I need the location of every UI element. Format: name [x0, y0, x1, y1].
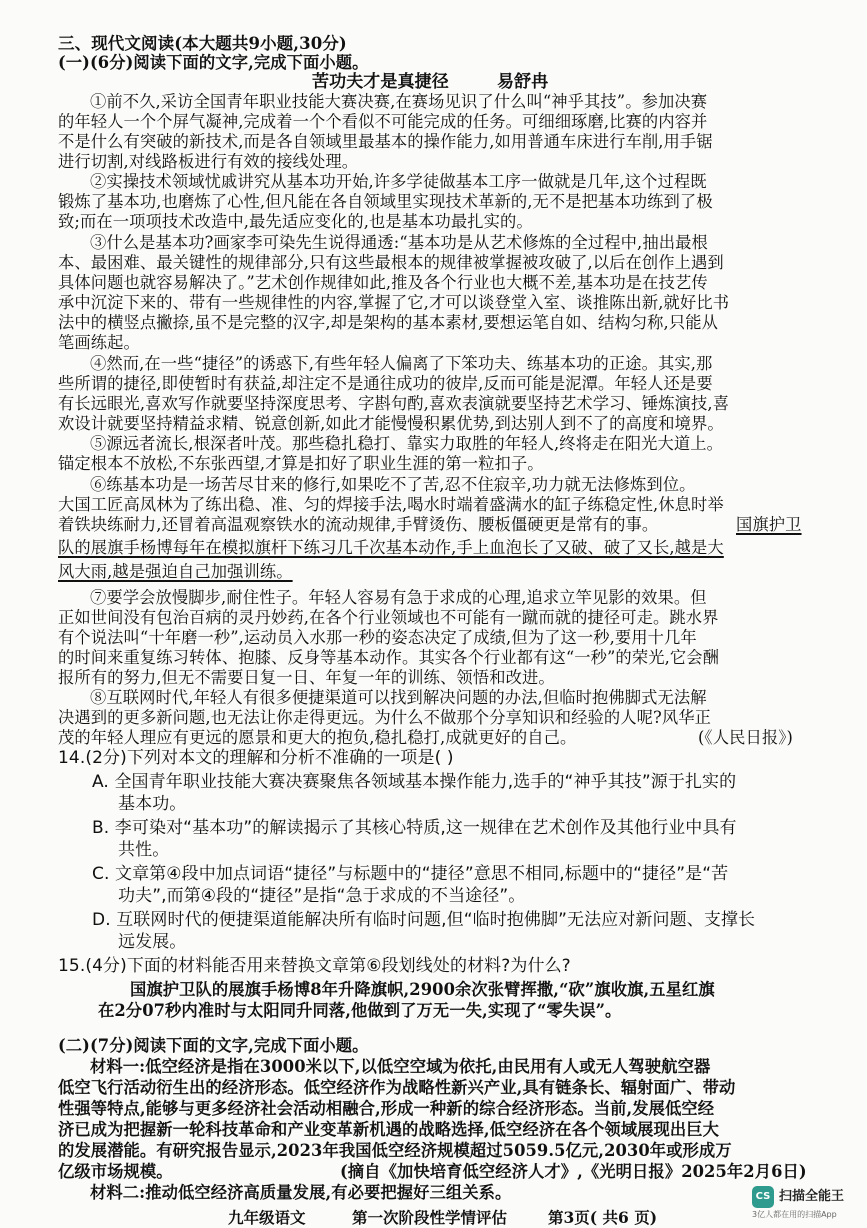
footer-grade: 九年级语文	[228, 1208, 306, 1227]
article-line: 承中沉淀下来的、带有一些规律性的内容,掌握了它,才可以谈登堂入室、谈推陈出新,就好比书	[58, 293, 730, 312]
article-line: ⑦要学会放慢脚步,耐住性子。年轻人容易有急于求成的心理,追求立竿见影的效果。但	[90, 588, 707, 607]
article-line: ①前不久,采访全国青年职业技能大赛决赛,在赛场见识了什么叫“神乎其技”。参加决赛	[90, 92, 708, 111]
article-line: 着铁块练耐力,还冒着高温观察铁水的流动规律,手臂烫伤、腰板僵硬更是常有的事。	[58, 515, 659, 534]
article-line: 致;而在一项项技术改造中,最先适应变化的,也是基本功最扎实的。	[58, 212, 533, 231]
article-line: ⑧互联网时代,年轻人有很多便捷渠道可以找到解决问题的办法,但临时抱佛脚式无法解	[90, 688, 707, 707]
article-line: 正如世间没有包治百病的灵丹妙药,在各个行业领域也不可能有一蹴而就的捷径可走。跳水界	[58, 608, 719, 627]
material1-line: 低空飞行活动衍生出的经济形态。低空经济作为战略性新兴产业,具有链条长、辐射面广、带动	[58, 1078, 736, 1097]
material1-line: 亿级市场规模。	[58, 1162, 173, 1181]
article-author: 易舒冉	[497, 72, 549, 92]
article-line: 茂的年轻人理应有更远的愿景和更大的抱负,稳扎稳打,成就更好的自己。	[58, 728, 577, 747]
q14-option-c-cont: 功夫”,而第④段的“捷径”是指“急于求成的不当途径”。	[118, 886, 526, 906]
q14-option-a-cont: 基本功。	[118, 794, 187, 814]
material2-line: 材料二:推动低空经济高质量发展,有必要把握好三组关系。	[90, 1183, 512, 1202]
part1-intro: (一)(6分)阅读下面的文字,完成下面小题。	[58, 53, 369, 72]
article-line: 锻炼了基本功,也磨炼了心性,但凡能在各自领域里实现技术革新的,无不是把基本功练到了极	[58, 192, 713, 211]
q14-option-b-cont: 共性。	[118, 840, 170, 860]
article-line: 不是什么有突破的新技术,而是各自领域里最基本的操作能力,如用普通车床进行车削,用手锯	[58, 132, 713, 151]
material1-line: 济已成为把握新一轮科技革命和产业变革新机遇的战略选择,低空经济在各个领域展现出巨大	[58, 1120, 720, 1139]
article-line: 决遇到的更多新问题,也无法让你走得更远。为什么不做那个分享知识和经验的人呢?风华正	[58, 708, 711, 727]
article-line: 有长远眼光,喜欢写作就要坚持深度思考、字斟句酌,喜欢表演就要坚持艺术学习、锤炼演技,喜	[58, 394, 730, 413]
watermark-title: 扫描全能王	[779, 1189, 845, 1204]
article-line: 报所有的努力,但无不需要日复一日、年复一年的训练、领悟和改进。	[58, 668, 555, 687]
footer-page: 第3页( 共6 页)	[548, 1208, 658, 1227]
q14-option-d: D. 互联网时代的便捷渠道能解决所有临时问题,但“临时抱佛脚”无法应对新问题、支撑长	[92, 910, 756, 930]
q15-stem: 15.(4分)下面的材料能否用来替换文章第⑥段划线处的材料?为什么?	[58, 956, 571, 976]
underlined-passage: 队的展旗手杨博每年在模拟旗杆下练习几千次基本动作,手上血泡长了又破、破了又长,越是大	[58, 538, 724, 557]
q14-option-b: B. 李可染对“基本功”的解读揭示了其核心特质,这一规律在艺术创作及其他行业中具有	[92, 818, 737, 838]
q14-option-d-cont: 远发展。	[118, 932, 187, 952]
article-line: ⑥练基本功是一场苦尽甘来的修行,如果吃不了苦,忍不住寂辛,功力就无法修炼到位。	[90, 475, 696, 494]
article-line: 进行切割,对线路板进行有效的接线处理。	[58, 152, 359, 171]
section-header: 三、现代文阅读(本大题共9小题,30分)	[58, 34, 347, 53]
article-line: ③什么是基本功?画家李可染先生说得通透:“基本功是从艺术修炼的全过程中,抽出最根	[90, 233, 708, 252]
camscanner-logo-icon: CS	[752, 1186, 774, 1208]
q14-stem: 14.(2分)下列对本文的理解和分析不准确的一项是( )	[58, 748, 454, 768]
footer-exam: 第一次阶段性学情评估	[352, 1208, 508, 1227]
material1-line: 材料一:低空经济是指在3000米以下,以低空空域为依托,由民用有人或无人驾驶航空器	[90, 1057, 711, 1076]
article-source: (《人民日报》)	[698, 728, 793, 747]
q15-material: 在2分07秒内准时与太阳同升同落,他做到了万无一失,实现了“零失误”。	[98, 1001, 622, 1020]
article-line: 些所谓的捷径,即使暂时有获益,却注定不是通往成功的彼岸,反而可能是泥潭。年轻人还是要	[58, 374, 713, 393]
article-line: 大国工匠高凤林为了练出稳、准、匀的焊接手法,喝水时端着盛满水的缸子练稳定性,休息时举	[58, 495, 724, 514]
underlined-passage-start: 国旗护卫	[736, 515, 802, 534]
article-title: 苦功夫才是真捷径	[312, 72, 449, 92]
article-line: 的年轻人一个个屏气凝神,完成着一个个看似不可能完成的任务。可细细琢磨,比赛的内容并	[58, 112, 708, 131]
article-line: ④然而,在一些“捷径”的诱惑下,有些年轻人偏离了下笨功夫、练基本功的正途。其实,那	[90, 354, 713, 373]
q14-option-a: A. 全国青年职业技能大赛决赛聚焦各领域基本操作能力,选手的“神乎其技”源于扎实的	[92, 772, 737, 792]
article-line: 有个说法叫“十年磨一秒”,运动员入水那一秒的姿态决定了成绩,但为了这一秒,要用十几年	[58, 628, 697, 647]
article-line: 欢设计就要坚持精益求精、锐意创新,如此才能慢慢积累优势,到达别人到不了的高度和境界。	[58, 414, 724, 433]
article-line: 笔画练起。	[58, 333, 140, 352]
article-line: 锚定根本不放松,不东张西望,才算是扣好了职业生涯的第一粒扣子。	[58, 454, 544, 473]
q15-material: 国旗护卫队的展旗手杨博8年升降旗帜,2900余次张臂挥撒,“砍”旗收旗,五星红旗	[130, 980, 715, 999]
material1-source: (摘自《加快培育低空经济人才》,《光明日报》2025年2月6日)	[340, 1162, 807, 1181]
material1-line: 的发展潜能。有研究报告显示,2023年我国低空经济规模超过5059.5亿元,2030年或形成万	[58, 1141, 732, 1160]
underlined-passage: 风大雨,越是强迫自己加强训练。	[58, 562, 293, 581]
article-line: 本、最困难、最关键性的规律部分,只有这些最根本的规律被掌握被攻破了,以后在创作上遇到	[58, 253, 724, 272]
article-line: ⑤源远者流长,根深者叶茂。那些稳扎稳打、靠实力取胜的年轻人,终将走在阳光大道上。	[90, 434, 724, 453]
article-line: 法中的横竖点撇捺,虽不是完整的汉字,却是架构的基本素材,要想运笔自如、结构匀称,只能从	[58, 313, 718, 332]
article-line: 具体问题也就容易解决了。”艺术创作规律如此,推及各个行业也大概不差,基本功是在技艺传	[58, 273, 708, 292]
part2-intro: (二)(7分)阅读下面的文字,完成下面小题。	[58, 1036, 369, 1055]
scanner-watermark	[752, 1181, 867, 1221]
article-line: 的时间来重复练习转体、抱膝、反身等基本动作。其实各个行业都有这“一秒”的荣光,它会酬	[58, 648, 719, 667]
watermark-subtitle: 3亿人都在用的扫描App	[752, 1210, 837, 1219]
material1-line: 性强等特点,能够与更多经济社会活动相融合,形成一种新的综合经济形态。当前,发展低空经	[58, 1099, 715, 1118]
article-line: ②实操技术领域忧戚讲究从基本功开始,许多学徒做基本工序一做就是几年,这个过程既	[90, 172, 707, 191]
q14-option-c: C. 文章第④段中加点词语“捷径”与标题中的“捷径”意思不相同,标题中的“捷径”是“苦	[92, 864, 729, 884]
